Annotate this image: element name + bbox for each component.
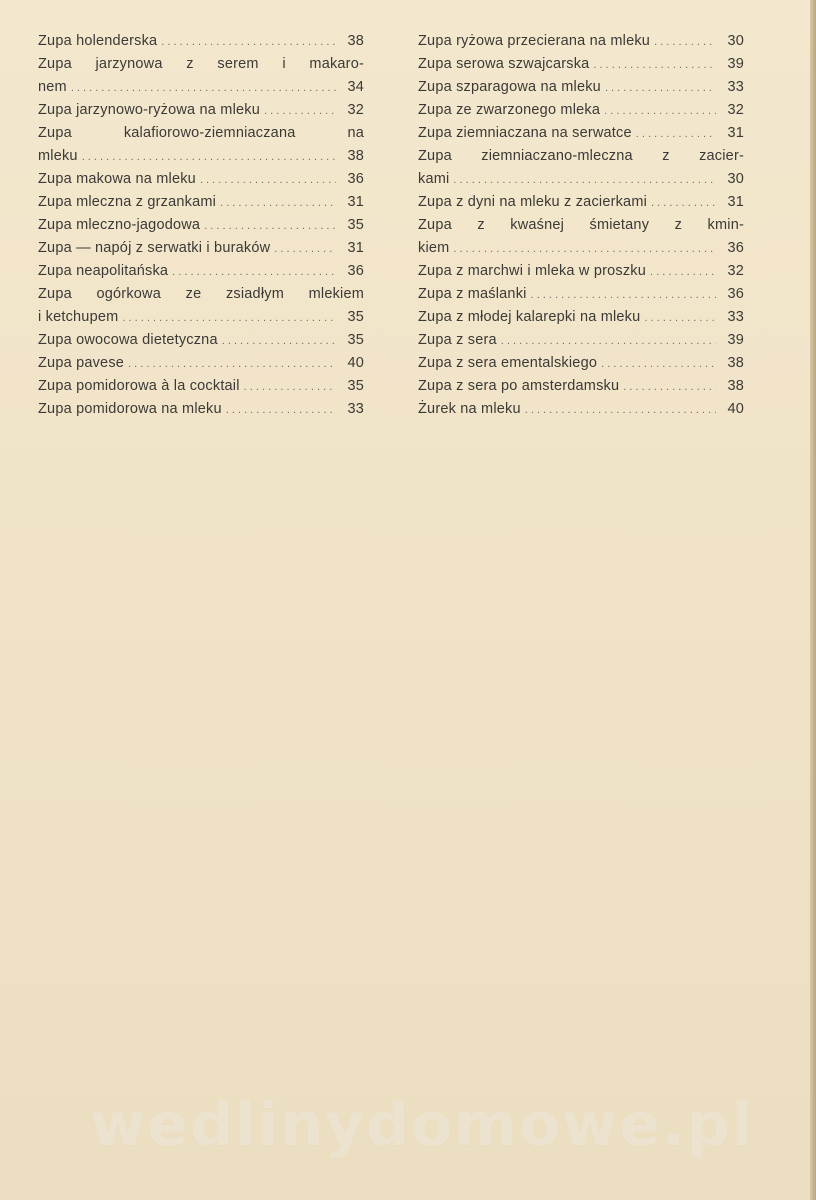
index-entry (38, 99, 364, 122)
entry-row (418, 122, 744, 145)
index-entry (38, 375, 364, 398)
entry-title: Zupa ziemniaczana na serwatce (418, 125, 632, 141)
entry-title: mleku (38, 148, 78, 164)
entry-row (418, 260, 744, 283)
index-entry (418, 191, 744, 214)
dot-leader (453, 168, 716, 192)
entry-title: Zupa holenderska (38, 33, 158, 49)
dot-leader (226, 398, 336, 422)
entry-title: Zupa z dyni na mleku z zacierkami (418, 194, 648, 210)
page-number: 38 (727, 378, 744, 394)
page-number: 31 (347, 194, 364, 210)
page-number: 30 (727, 171, 744, 187)
index-entry (418, 283, 744, 306)
dot-leader (71, 76, 336, 100)
entry-row (38, 306, 364, 329)
entry-title-line1: Zupa z kwaśnej śmietany z kmin- (418, 217, 744, 233)
entry-title-line1: Zupa ziemniaczano-mleczna z zacier- (418, 148, 744, 164)
entry-title: kami (418, 171, 450, 187)
entry-title: Zupa mleczna z grzankami (38, 194, 217, 210)
page-number: 35 (347, 309, 364, 325)
index-entry (38, 398, 364, 421)
dot-leader (244, 375, 336, 399)
index-entry (418, 352, 744, 375)
entry-row (418, 76, 744, 99)
entry-title: i ketchupem (38, 309, 119, 325)
entry-row (418, 30, 744, 53)
entry-title: Zupa pavese (38, 355, 125, 371)
index-entry (418, 306, 744, 329)
page-number: 33 (347, 401, 364, 417)
page-number: 32 (727, 102, 744, 118)
page-number: 33 (727, 309, 744, 325)
entry-title: Zupa z młodej kalarepki na mleku (418, 309, 641, 325)
entry-row (38, 260, 364, 283)
dot-leader (605, 76, 716, 100)
index-entry (38, 329, 364, 352)
index-entry (418, 375, 744, 398)
index-entry (418, 99, 744, 122)
entry-title: Zupa — napój z serwatki i buraków (38, 240, 271, 256)
entry-title: Zupa z sera po amsterdamsku (418, 378, 620, 394)
dot-leader (650, 260, 716, 284)
entry-title: Zupa pomidorowa à la cocktail (38, 378, 240, 394)
page-number: 33 (727, 79, 744, 95)
dot-leader (654, 30, 716, 54)
dot-leader (200, 168, 336, 192)
entry-row (38, 329, 364, 352)
index-entry (418, 260, 744, 283)
index-entry (38, 283, 364, 329)
index-entry (38, 237, 364, 260)
dot-leader (525, 398, 716, 422)
index-entry (418, 398, 744, 421)
dot-leader (501, 329, 716, 353)
index-entry (38, 122, 364, 168)
entry-title: Zupa z sera (418, 332, 497, 348)
page-number: 35 (347, 332, 364, 348)
dot-leader (161, 30, 336, 54)
page-number: 39 (727, 332, 744, 348)
entry-title: kiem (418, 240, 450, 256)
index-entry (418, 145, 744, 191)
page-number: 31 (727, 125, 744, 141)
entry-row (418, 53, 744, 76)
page-number: 36 (347, 171, 364, 187)
entry-row (418, 375, 744, 398)
entry-row (418, 283, 744, 306)
page-number: 36 (347, 263, 364, 279)
entry-title-line1: Zupa kalafiorowo-ziemniaczana na (38, 125, 364, 141)
entry-title-line1: Zupa ogórkowa ze zsiadłym mlekiem (38, 286, 364, 302)
dot-leader (623, 375, 716, 399)
dot-leader (222, 329, 336, 353)
page-number: 36 (727, 240, 744, 256)
dot-leader (604, 99, 716, 123)
dot-leader (128, 352, 336, 376)
entry-title: Zupa mleczno-jagodowa (38, 217, 201, 233)
dot-leader (274, 237, 336, 261)
entry-title: Zupa z maślanki (418, 286, 527, 302)
index-entry (38, 352, 364, 375)
index-entry (418, 76, 744, 99)
entry-title: Zupa makowa na mleku (38, 171, 196, 187)
entry-title: Zupa neapolitańska (38, 263, 169, 279)
index-entry (38, 191, 364, 214)
dot-leader (453, 237, 716, 261)
index-entry (38, 53, 364, 99)
entry-row (38, 168, 364, 191)
page-number: 35 (347, 217, 364, 233)
page-number: 34 (347, 79, 364, 95)
entry-title: Zupa serowa szwajcarska (418, 56, 590, 72)
entry-row (418, 191, 744, 214)
entry-row (38, 76, 364, 99)
dot-leader (172, 260, 336, 284)
page-number: 31 (727, 194, 744, 210)
entry-title: Żurek na mleku (418, 401, 521, 417)
entry-title: Zupa ze zwarzonego mleka (418, 102, 601, 118)
page-number: 30 (727, 33, 744, 49)
entry-title: nem (38, 79, 67, 95)
page-number: 36 (727, 286, 744, 302)
index-entry (418, 122, 744, 145)
dot-leader (122, 306, 336, 330)
entry-row (38, 398, 364, 421)
dot-leader (531, 283, 716, 307)
watermark: wedlinydomowe.pl (90, 1090, 755, 1160)
dot-leader (593, 53, 716, 77)
entry-title: Zupa jarzynowo-ryżowa na mleku (38, 102, 260, 118)
entry-title: Zupa szparagowa na mleku (418, 79, 601, 95)
entry-row (418, 329, 744, 352)
dot-leader (644, 306, 716, 330)
entry-title: Zupa owocowa dietetyczna (38, 332, 218, 348)
entry-row (38, 99, 364, 122)
index-entry (418, 53, 744, 76)
dot-leader (636, 122, 716, 146)
index-entry (38, 30, 364, 53)
index-entry (418, 329, 744, 352)
entry-row (38, 375, 364, 398)
dot-leader (220, 191, 336, 215)
entry-row (418, 352, 744, 375)
page-number: 40 (727, 401, 744, 417)
entry-row (418, 99, 744, 122)
index-entry (418, 30, 744, 53)
page-number: 38 (347, 148, 364, 164)
entry-title: Zupa z sera ementalskiego (418, 355, 598, 371)
entry-title: Zupa pomidorowa na mleku (38, 401, 222, 417)
index-entry (418, 214, 744, 260)
entry-title: Zupa z marchwi i mleka w proszku (418, 263, 646, 279)
dot-leader (651, 191, 716, 215)
entry-row (38, 352, 364, 375)
entry-row (38, 30, 364, 53)
page-number: 35 (347, 378, 364, 394)
page-number: 38 (727, 355, 744, 371)
entry-row (38, 191, 364, 214)
entry-row (38, 214, 364, 237)
entry-row (418, 306, 744, 329)
page-number: 32 (347, 102, 364, 118)
dot-leader (204, 214, 336, 238)
entry-row (38, 145, 364, 168)
index-entry (38, 168, 364, 191)
entry-row (418, 398, 744, 421)
entry-row (38, 237, 364, 260)
entry-row (418, 168, 744, 191)
entry-row (418, 237, 744, 260)
entry-title-line1: Zupa jarzynowa z serem i makaro- (38, 56, 364, 72)
page-number: 40 (347, 355, 364, 371)
page-number: 38 (347, 33, 364, 49)
index-column-right (418, 30, 744, 421)
page-number: 39 (727, 56, 744, 72)
entry-title: Zupa ryżowa przecierana na mleku (418, 33, 651, 49)
index-entry (38, 214, 364, 237)
dot-leader (601, 352, 716, 376)
page-edge (810, 0, 816, 1200)
index-column-left (38, 30, 364, 421)
page-number: 32 (727, 263, 744, 279)
dot-leader (82, 145, 336, 169)
index-entry (38, 260, 364, 283)
dot-leader (264, 99, 336, 123)
page-number: 31 (347, 240, 364, 256)
